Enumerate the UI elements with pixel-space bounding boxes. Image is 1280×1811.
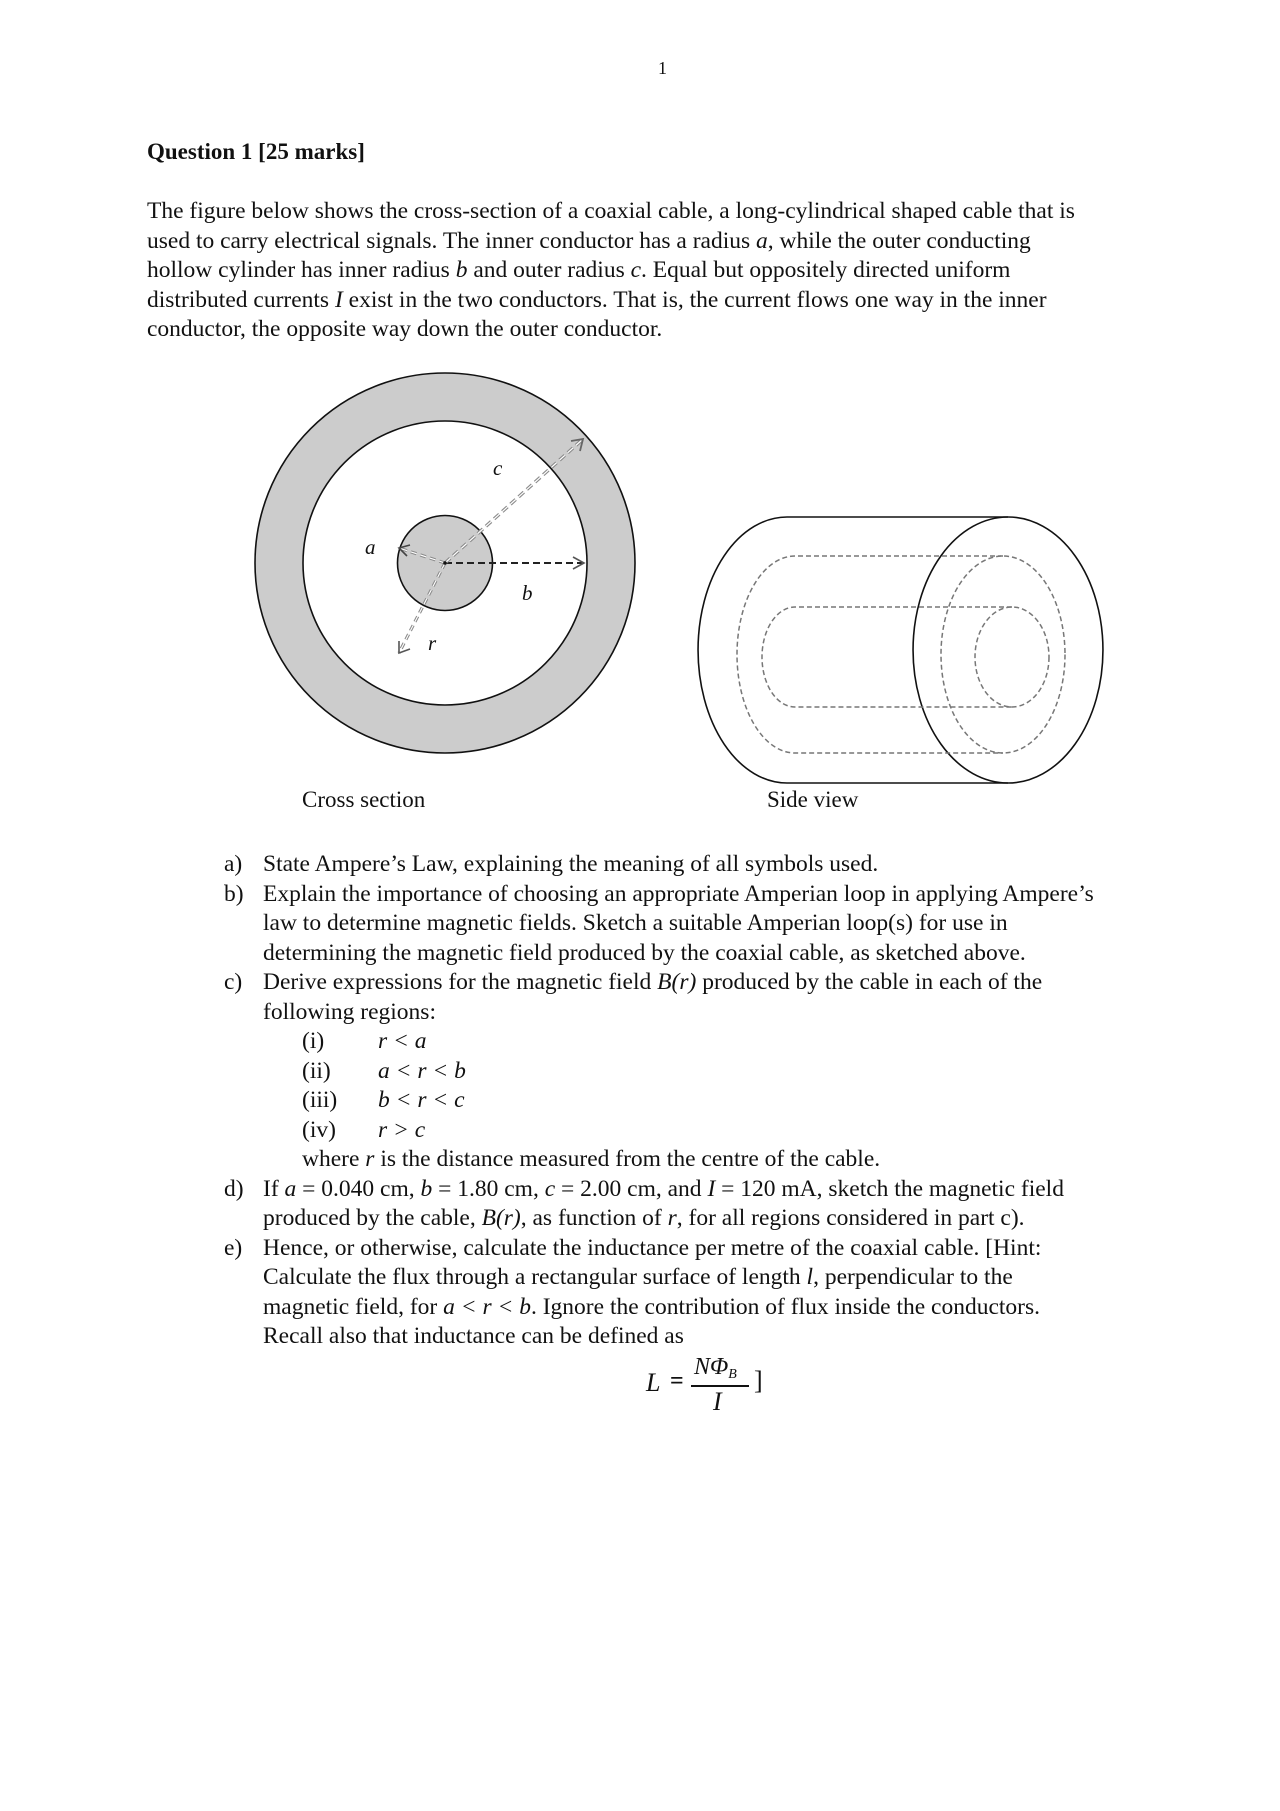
part-label: b) [224,880,244,907]
math-symbol: B(r) [657,969,697,995]
part-line: State Ampere’s Law, explaining the meaning of all symbols used. [263,851,879,877]
radius-r-label: r [428,631,437,655]
region-list [263,1027,1094,1175]
region-label: (ii) [302,1057,331,1084]
math-symbol: b [455,257,468,283]
formula-subscript: B [728,1367,737,1382]
region-item [263,1086,1094,1116]
region-item [263,1027,1094,1057]
part-line: Derive expressions for the magnetic field B(r) produced by the cable in each of the [263,969,1043,995]
part-line: determining the magnetic field produced by the coaxial cable, as sketched above. [263,939,1026,966]
region-item [263,1057,1094,1087]
region-note: where r is the distance measured from the centre of the cable. [302,1146,881,1172]
formula-closing-bracket: ] [754,1366,763,1395]
radius-b-label: b [522,581,533,605]
part-label: e) [224,1234,243,1261]
page-number: 1 [658,58,667,78]
region-expression: b < r < c [378,1087,465,1113]
formula-equals: = [670,1368,684,1394]
math-symbol: c [544,1175,556,1202]
part-line: Explain the importance of choosing an appropriate Amperian loop in applying Ampere’s [263,880,1094,907]
cross-section-diagram [255,373,635,753]
intro-line: used to carry electrical signals. The inner conductor has a radius a, while the outer conducting [147,227,1031,254]
question-part-c [224,968,1094,1175]
part-text [263,1234,1094,1352]
part-label: a) [224,851,243,877]
part-line: magnetic field, for a < r < b. Ignore the contribution of flux inside the conductors. [263,1293,1041,1320]
formula-denominator: I [713,1387,722,1416]
part-line: following regions: [263,998,436,1025]
region-label: (i) [302,1028,325,1054]
question-parts-list [224,850,1094,1352]
question-part-b [224,880,1094,969]
math-symbol: c [630,257,642,283]
part-label: d) [224,1175,244,1202]
math-symbol: l [806,1264,814,1290]
math-symbol: a < r < b [443,1293,531,1320]
part-text [263,880,1094,969]
math-symbol: r [667,1205,677,1231]
part-line: produced by the cable, B(r), as function of r, for all regions considered in part c). [263,1205,1025,1231]
math-symbol: a [284,1175,297,1202]
formula-lhs: L [646,1368,661,1397]
part-text [263,850,1094,880]
math-symbol: I [707,1175,716,1202]
math-symbol: I [334,286,343,313]
intro-line: hollow cylinder has inner radius b and outer radius c. Equal but oppositely directed uniform [147,257,1011,283]
part-line: Hence, or otherwise, calculate the inductance per metre of the coaxial cable. [Hint: [263,1234,1042,1261]
part-text [263,1175,1094,1234]
intro-line: The figure below shows the cross-section of a coaxial cable, a long-cylindrical shaped cable that is [147,198,1075,224]
question-part-a [224,850,1094,880]
inductance-formula [646,1354,776,1424]
part-line: law to determine magnetic fields. Sketch a suitable Amperian loop(s) for use in [263,910,1008,936]
radius-a-label: a [365,535,376,559]
math-symbol: a [756,227,768,254]
region-expression: a < r < b [378,1057,466,1084]
region-item [263,1116,1094,1146]
part-label: c) [224,969,243,995]
side-view-diagram [698,517,1103,783]
part-text [263,968,1094,1027]
intro-line: conductor, the opposite way down the outer conductor. [147,316,663,342]
intro-line: distributed currents I exist in the two conductors. That is, the current flows one way in the inner [147,286,1047,313]
side-view-caption: Side view [767,787,859,812]
part-line: If a = 0.040 cm, b = 1.80 cm, c = 2.00 cm, and I = 120 mA, sketch the magnetic field [263,1175,1064,1202]
region-expression: r > c [378,1116,426,1143]
region-expression: r < a [378,1028,427,1054]
part-line: Calculate the flux through a rectangular surface of length l, perpendicular to the [263,1264,1013,1290]
math-symbol: r [365,1146,375,1172]
question-part-d [224,1175,1094,1234]
region-label: (iv) [302,1116,336,1143]
formula-numerator-text: NΦ [694,1354,729,1380]
coaxial-cable-figure [0,0,1280,860]
math-symbol: B(r) [481,1205,521,1231]
cross-section-caption: Cross section [302,787,426,812]
region-label: (iii) [302,1087,338,1113]
radius-c-label: c [493,456,503,480]
question-part-e [224,1234,1094,1352]
math-symbol: b [420,1175,433,1202]
part-line: Recall also that inductance can be defined as [263,1323,684,1349]
formula-numerator [694,1354,737,1383]
question-title: Question 1 [25 marks] [147,139,365,164]
